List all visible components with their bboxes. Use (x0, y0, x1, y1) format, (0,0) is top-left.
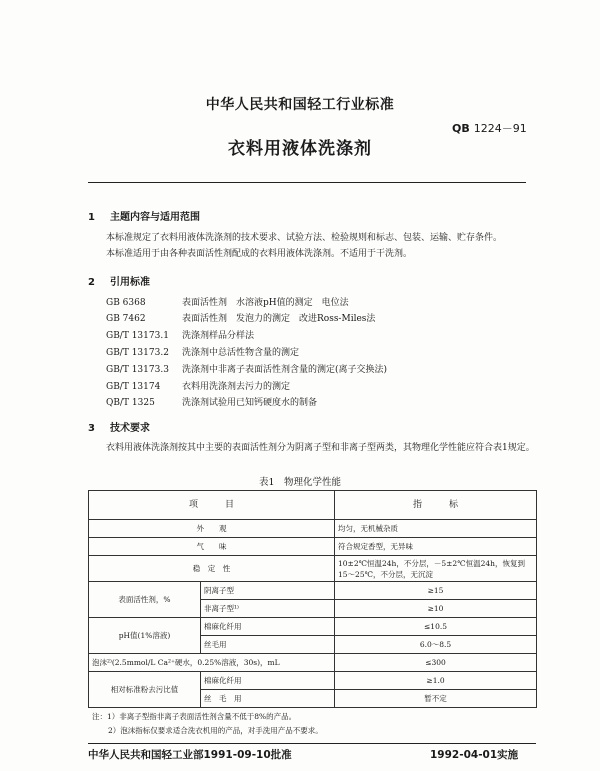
table-header-row (89, 491, 537, 520)
reference-item (106, 362, 387, 375)
sub-label: 丝 毛 用 (201, 690, 335, 708)
row-value: 符合规定香型，无异味 (335, 538, 537, 556)
section-1-paragraph-2: 本标准适用于由各种表面活性剂配成的衣料用液体洗涤剂。不适用于干洗剂。 (106, 249, 413, 259)
standard-prefix: QB (452, 122, 470, 135)
section-title: 引用标准 (110, 277, 150, 288)
sub-label: 棉麻化纤用 (201, 672, 335, 690)
reference-code: QB/T 1325 (106, 398, 155, 408)
column-header-spec: 指 标 (335, 491, 537, 520)
table-row (89, 654, 537, 672)
table-row (89, 672, 537, 690)
reference-code: GB/T 13173.1 (106, 331, 169, 341)
column-header-item: 项 目 (89, 491, 335, 520)
effective-date: 1992-04-01实施 (430, 749, 519, 761)
properties-table (88, 490, 537, 708)
reference-title: 洗涤剂中非离子表面活性剂含量的测定(离子交换法) (182, 365, 388, 375)
reference-title: 洗涤剂中总活性物含量的测定 (182, 348, 300, 358)
reference-title: 洗涤剂样品分样法 (182, 331, 255, 341)
approval-line: 中华人民共和国轻工业部1991-09-10批准 (88, 749, 292, 761)
row-value: 暂不定 (335, 690, 537, 708)
reference-code: GB 6368 (106, 298, 146, 308)
row-value: 6.0～8.5 (335, 636, 537, 654)
section-number: 1 (88, 212, 95, 223)
row-value: ≤300 (335, 654, 537, 672)
row-value: ≤10.5 (335, 618, 537, 636)
reference-title: 表面活性剂 水溶液pH值的测定 电位法 (182, 298, 349, 308)
sub-label: 丝毛用 (201, 636, 335, 654)
row-label: 相对标准粉去污比值 (89, 672, 201, 708)
footer-divider (88, 743, 536, 744)
section-title: 主题内容与适用范围 (110, 212, 200, 223)
section-3-heading (88, 419, 150, 434)
reference-title: 衣料用洗涤剂去污力的测定 (182, 382, 291, 392)
row-label: 气 味 (89, 538, 335, 556)
sub-label: 阴离子型 (201, 582, 335, 600)
table-row (89, 618, 537, 636)
row-value: 10±2℃恒温24h，不分层，－5±2℃恒温24h，恢复到15～25℃，不分层，无沉淀 (335, 556, 537, 582)
section-1-heading (88, 208, 200, 223)
row-value: ≥10 (335, 600, 537, 618)
reference-code: GB/T 13174 (106, 382, 161, 392)
row-value: 均匀，无机械杂质 (335, 520, 537, 538)
header-divider (88, 182, 526, 183)
table-row (89, 582, 537, 600)
reference-code: GB 7462 (106, 314, 146, 324)
section-number: 2 (88, 277, 95, 288)
table-row (89, 538, 537, 556)
reference-code: GB/T 13173.3 (106, 365, 169, 375)
reference-title: 表面活性剂 发泡力的测定 改进Ross-Miles法 (182, 314, 376, 324)
reference-item (106, 311, 375, 324)
issuer-heading: 中华人民共和国轻工行业标准 (205, 97, 395, 113)
section-2-heading (88, 273, 150, 288)
standard-code: 1224－91 (473, 122, 527, 135)
table-note-1: 注：1）非离子型指非离子表面活性剂含量不低于8%的产品。 (92, 712, 297, 721)
reference-item (106, 328, 254, 341)
document-title: 衣料用液体洗涤剂 (228, 139, 372, 159)
row-label: 稳 定 性 (89, 556, 335, 582)
section-number: 3 (88, 423, 95, 434)
sub-label: 非离子型¹⁾ (201, 600, 335, 618)
table-note-2: 2）泡沫指标仅要求适合洗衣机用的产品，对手洗用产品不要求。 (108, 726, 323, 735)
section-1-paragraph-1: 本标准规定了衣料用液体洗涤剂的技术要求、试验方法、检验规则和标志、包装、运输、贮存条件。 (106, 233, 503, 243)
reference-item (106, 395, 317, 408)
sub-label: 棉麻化纤用 (201, 618, 335, 636)
reference-code: GB/T 13173.2 (106, 348, 169, 358)
reference-item (106, 295, 349, 308)
table-row (89, 556, 537, 582)
section-3-paragraph: 衣料用液体洗涤剂按其中主要的表面活性剂分为阴离子型和非离子型两类，其物理化学性能应符合表1规定。 (106, 443, 535, 453)
row-value: ≥15 (335, 582, 537, 600)
reference-title: 洗涤剂试验用已知钙硬度水的制备 (182, 398, 318, 408)
row-label: pH值(1%溶液) (89, 618, 201, 654)
reference-item (106, 345, 299, 358)
section-title: 技术要求 (110, 423, 150, 434)
row-value: ≥1.0 (335, 672, 537, 690)
table-row (89, 520, 537, 538)
row-label: 泡沫²⁾(2.5mmol/L Ca²⁺硬水，0.25%溶液，30s)，mL (89, 654, 335, 672)
row-label: 表面活性剂，% (89, 582, 201, 618)
row-label: 外 观 (89, 520, 335, 538)
reference-item (106, 379, 290, 392)
table-caption: 表1 物理化学性能 (258, 477, 342, 488)
